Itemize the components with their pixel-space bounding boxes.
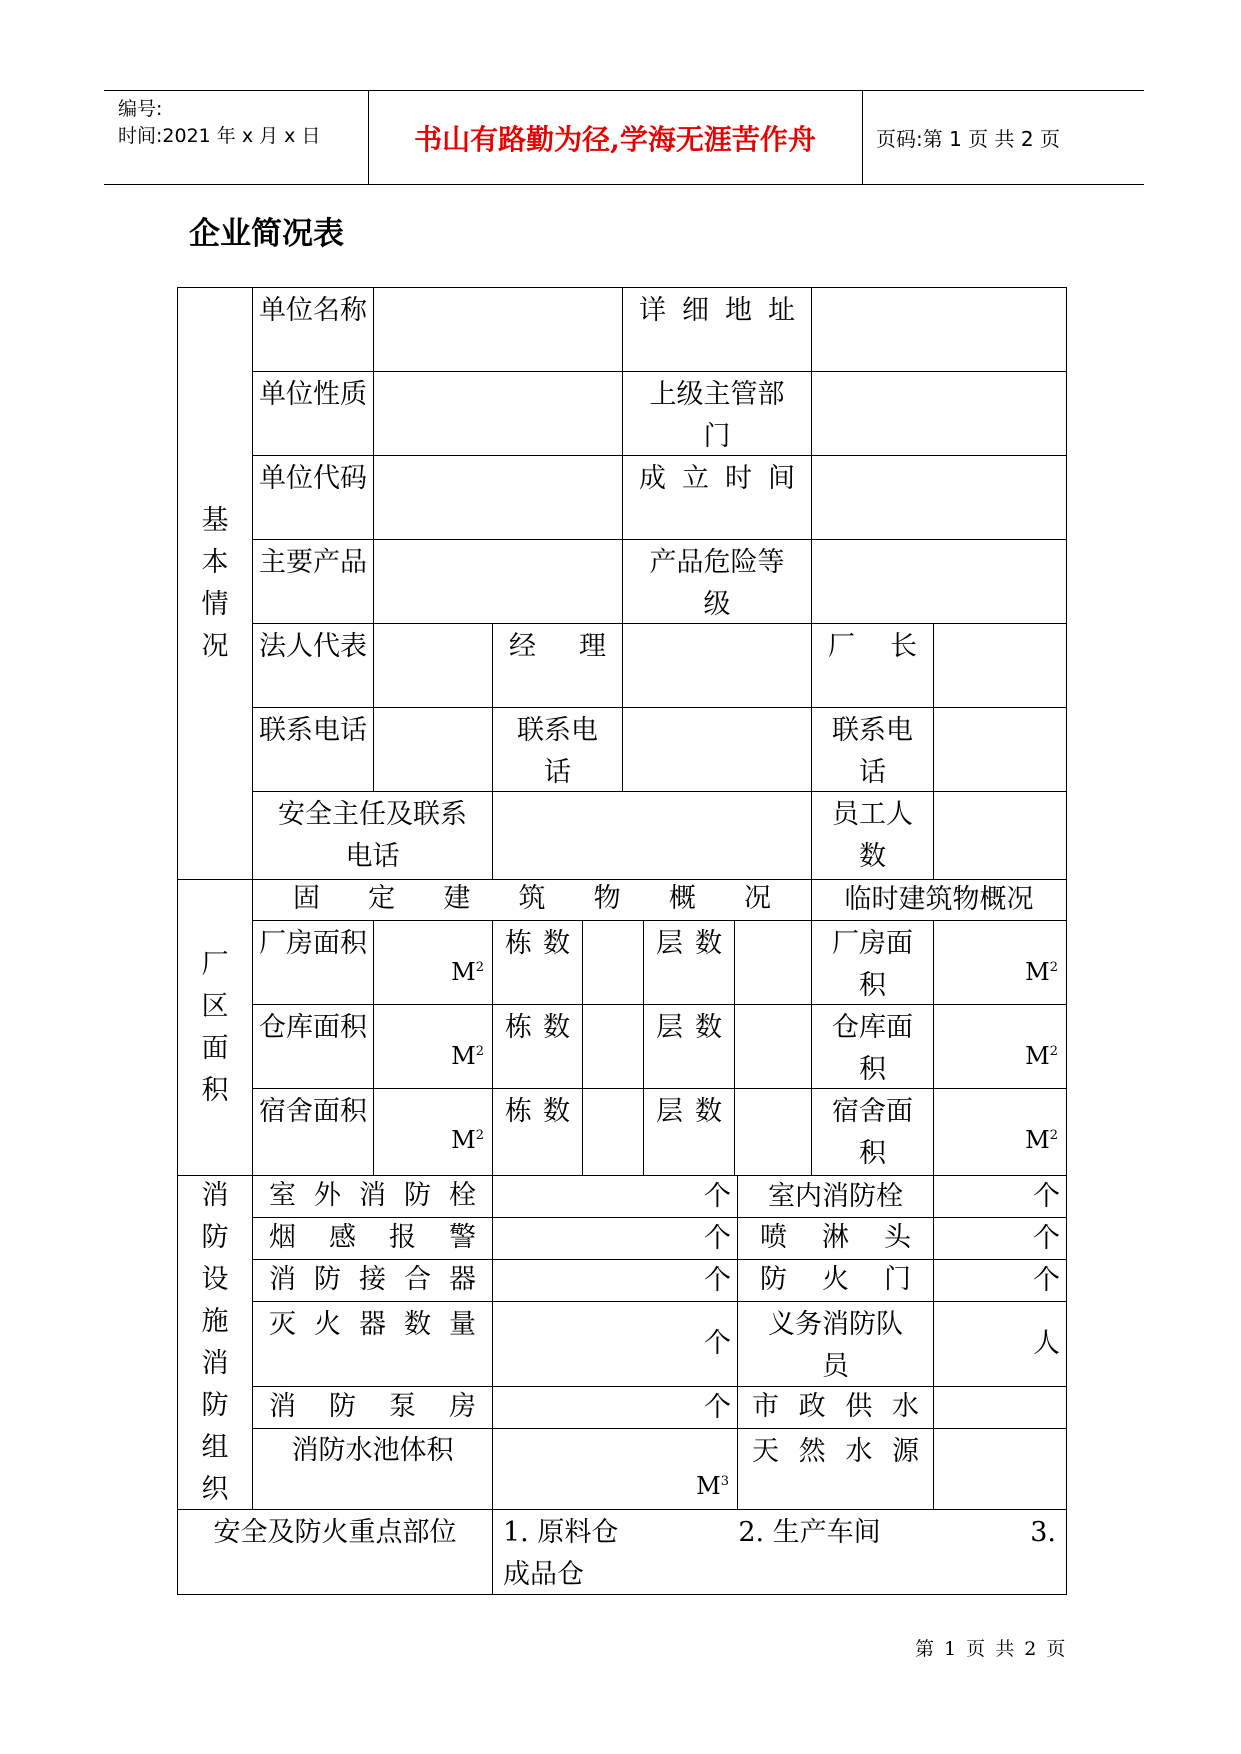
value-pump-room[interactable]	[492, 1386, 738, 1429]
value-safety-director[interactable]	[492, 791, 812, 880]
header-page-label: 页码:第 1 页 共 2 页	[876, 127, 1060, 151]
value-volunteer[interactable]	[933, 1301, 1067, 1387]
unit-m3: $M^3$	[696, 1472, 729, 1500]
label-unit-code: 单位代码	[252, 455, 374, 540]
label-pump-room: 消防泵房	[252, 1386, 493, 1429]
value-factory-director[interactable]	[933, 623, 1067, 708]
value-area-1[interactable]	[373, 1004, 493, 1089]
label-volunteer: 义务消防队员	[737, 1301, 934, 1387]
key-area-3: 3.	[1030, 1517, 1056, 1548]
label-factory-director: 厂 长	[811, 623, 934, 708]
label-natural-water: 天然水源	[737, 1428, 934, 1510]
unit-ge: 个	[704, 1223, 731, 1254]
label-unit-nature: 单位性质	[252, 371, 374, 456]
unit-ge: 个	[1033, 1265, 1060, 1296]
label-product-hazard: 产品危险等级	[622, 539, 812, 624]
enterprise-table	[177, 287, 1067, 1595]
label-municipal-water: 市政供水	[737, 1386, 934, 1429]
value-phone-1[interactable]	[373, 707, 493, 792]
value-legal-rep[interactable]	[373, 623, 493, 708]
label-sprinkler: 喷淋头	[737, 1217, 934, 1260]
value-phone-3[interactable]	[933, 707, 1067, 792]
value-outdoor-hydrant[interactable]	[492, 1175, 738, 1218]
label-established: 成立时间	[622, 455, 812, 540]
label-address: 详细地址	[622, 287, 812, 372]
label-buildings-2: 栋数	[492, 1088, 583, 1176]
value-temp-area-1[interactable]	[933, 1004, 1067, 1089]
label-key-areas: 安全及防火重点部位	[177, 1509, 493, 1595]
value-sprinkler[interactable]	[933, 1217, 1067, 1260]
value-buildings-2[interactable]	[582, 1088, 644, 1176]
label-phone-3: 联系电话	[811, 707, 934, 792]
header-temp-buildings: 临时建筑物概况	[811, 879, 1067, 921]
label-floors-0: 层数	[643, 920, 735, 1005]
header-info	[104, 91, 369, 184]
unit-m2: $M^2$	[451, 1042, 484, 1070]
value-municipal-water[interactable]	[933, 1386, 1067, 1429]
key-area-2: 2. 生产车间	[738, 1517, 881, 1548]
value-floors-2[interactable]	[734, 1088, 812, 1176]
value-natural-water[interactable]	[933, 1428, 1067, 1510]
section-basic	[177, 287, 253, 880]
value-superior-dept[interactable]	[811, 371, 1067, 456]
value-floors-0[interactable]	[734, 920, 812, 1005]
value-floors-1[interactable]	[734, 1004, 812, 1089]
unit-m2: $M^2$	[1025, 1042, 1058, 1070]
value-product-hazard[interactable]	[811, 539, 1067, 624]
label-buildings-0: 栋数	[492, 920, 583, 1005]
label-area-1: 仓库面积	[252, 1004, 374, 1089]
time-label: 时间:2021 年 x 月 x 日	[118, 125, 321, 147]
page-footer: 第 1 页 共 2 页	[915, 1638, 1068, 1660]
section-area	[177, 879, 253, 1176]
label-superior-dept: 上级主管部门	[622, 371, 812, 456]
value-temp-area-0[interactable]	[933, 920, 1067, 1005]
value-unit-nature[interactable]	[373, 371, 623, 456]
label-legal-rep: 法人代表	[252, 623, 374, 708]
unit-ren: 人	[1033, 1328, 1060, 1359]
value-main-product[interactable]	[373, 539, 623, 624]
label-buildings-1: 栋数	[492, 1004, 583, 1089]
value-buildings-1[interactable]	[582, 1004, 644, 1089]
label-fire-door: 防火门	[737, 1259, 934, 1302]
label-floors-1: 层数	[643, 1004, 735, 1089]
value-pool-volume[interactable]	[492, 1428, 738, 1510]
label-phone-2: 联系电话	[492, 707, 623, 792]
label-outdoor-hydrant: 室外消防栓	[252, 1175, 493, 1218]
value-smoke-alarm[interactable]	[492, 1217, 738, 1260]
unit-m2: $M^2$	[451, 958, 484, 986]
section-area-label: 厂区面积	[201, 948, 229, 1106]
label-floors-2: 层数	[643, 1088, 735, 1176]
value-area-0[interactable]	[373, 920, 493, 1005]
value-connector[interactable]	[492, 1259, 738, 1302]
label-unit-name: 单位名称	[252, 287, 374, 372]
unit-ge: 个	[704, 1328, 731, 1359]
label-temp-area-0: 厂房面积	[811, 920, 934, 1005]
value-staff-count[interactable]	[933, 791, 1067, 880]
label-area-2: 宿舍面积	[252, 1088, 374, 1176]
unit-m2: $M^2$	[1025, 958, 1058, 986]
value-key-areas[interactable]	[492, 1509, 1067, 1595]
value-manager[interactable]	[622, 623, 812, 708]
page-title: 企业简况表	[189, 216, 344, 252]
section-fire-label: 消防设施消防组织	[201, 1179, 229, 1505]
header-motto: 书山有路勤为径,学海无涯苦作舟	[368, 91, 863, 184]
section-fire	[177, 1175, 253, 1510]
value-area-2[interactable]	[373, 1088, 493, 1176]
label-area-0: 厂房面积	[252, 920, 374, 1005]
value-address[interactable]	[811, 287, 1067, 372]
label-pool-volume: 消防水池体积	[252, 1428, 493, 1510]
value-extinguisher[interactable]	[492, 1301, 738, 1387]
label-main-product: 主要产品	[252, 539, 374, 624]
value-established[interactable]	[811, 455, 1067, 540]
key-area-1: 1. 原料仓	[503, 1517, 619, 1548]
value-temp-area-2[interactable]	[933, 1088, 1067, 1176]
label-temp-area-2: 宿舍面积	[811, 1088, 934, 1176]
value-buildings-0[interactable]	[582, 920, 644, 1005]
label-staff-count: 员工人数	[811, 791, 934, 880]
page-header	[104, 90, 1144, 185]
label-manager: 经 理	[492, 623, 623, 708]
value-unit-code[interactable]	[373, 455, 623, 540]
number-label: 编号:	[118, 98, 163, 120]
label-smoke-alarm: 烟感报警	[252, 1217, 493, 1260]
unit-ge: 个	[704, 1392, 731, 1423]
label-connector: 消防接合器	[252, 1259, 493, 1302]
unit-ge: 个	[1033, 1181, 1060, 1212]
unit-ge: 个	[704, 1265, 731, 1296]
key-area-3-cont: 成品仓	[503, 1559, 584, 1590]
label-extinguisher: 灭火器数量	[252, 1301, 493, 1387]
label-safety-director: 安全主任及联系电话	[252, 791, 493, 880]
value-indoor-hydrant[interactable]	[933, 1175, 1067, 1218]
unit-ge: 个	[704, 1181, 731, 1212]
value-fire-door[interactable]	[933, 1259, 1067, 1302]
header-fixed-buildings: 固定建筑物概况	[252, 879, 812, 921]
unit-m2: $M^2$	[451, 1126, 484, 1154]
value-unit-name[interactable]	[373, 287, 623, 372]
unit-ge: 个	[1033, 1223, 1060, 1254]
value-phone-2[interactable]	[622, 707, 812, 792]
label-phone-1: 联系电话	[252, 707, 374, 792]
label-indoor-hydrant: 室内消防栓	[737, 1175, 934, 1218]
label-temp-area-1: 仓库面积	[811, 1004, 934, 1089]
section-basic-label: 基本情况	[201, 504, 229, 662]
unit-m2: $M^2$	[1025, 1126, 1058, 1154]
